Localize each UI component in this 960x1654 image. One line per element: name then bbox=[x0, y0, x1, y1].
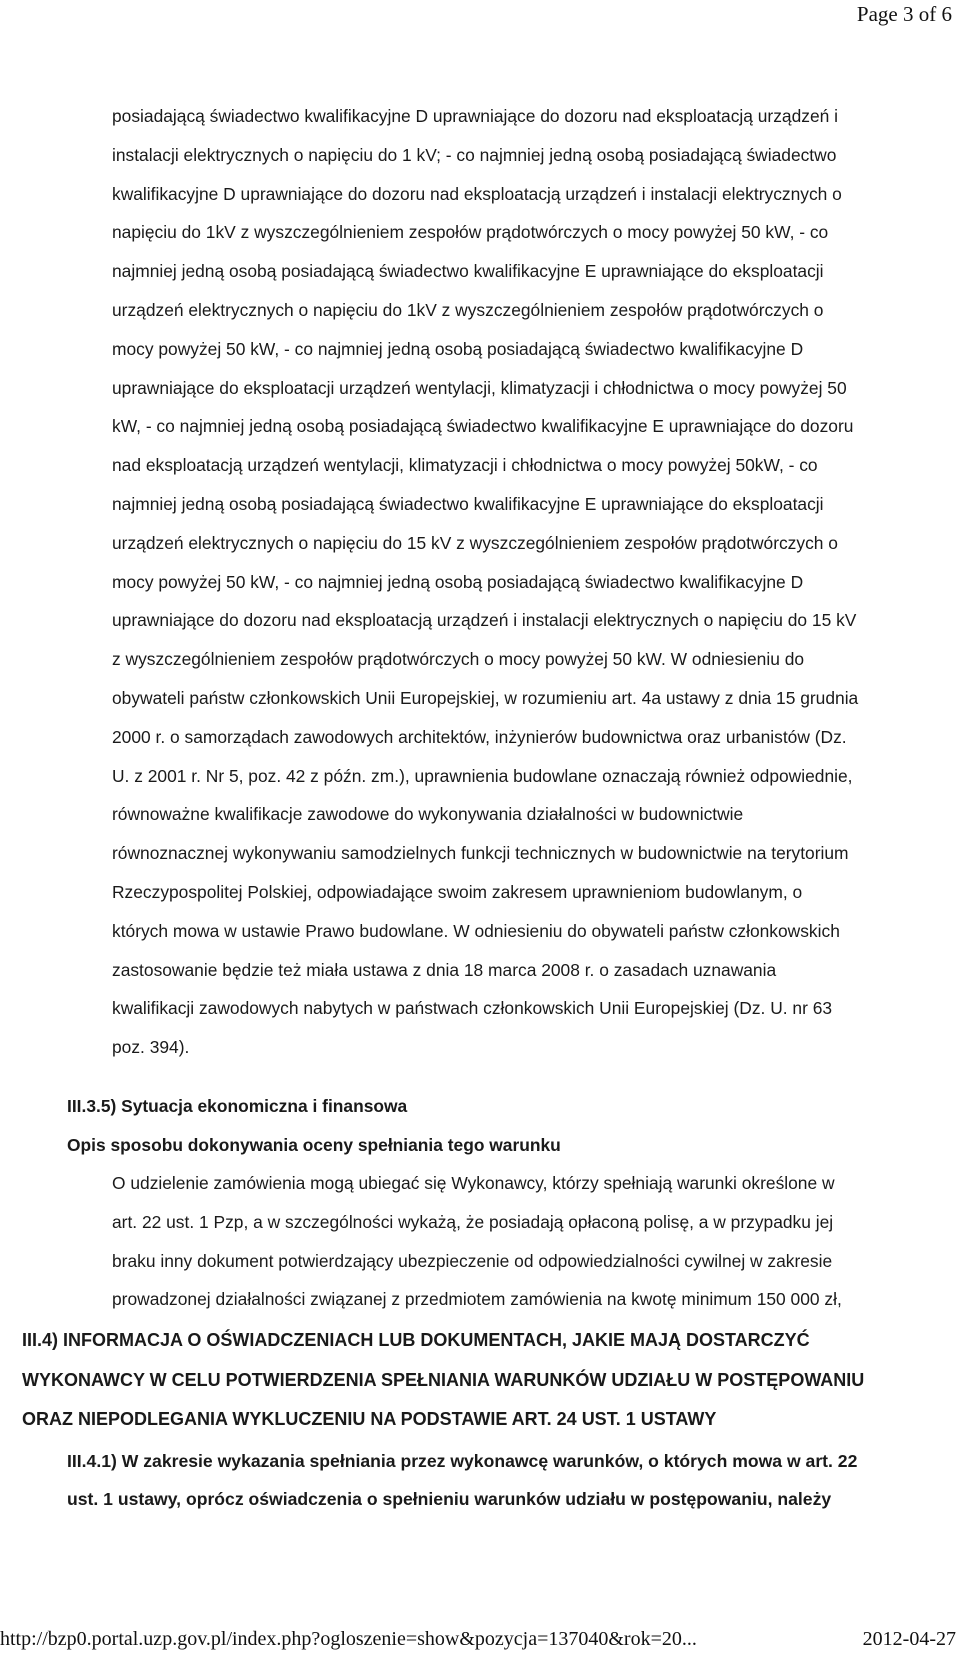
section-heading-3-4 bbox=[22, 1321, 864, 1440]
paragraph-line: 2000 r. o samorządach zawodowych architektów, inżynierów budownictwa oraz urbanistów (Dz. bbox=[112, 726, 847, 747]
paragraph-line: O udzielenie zamówienia mogą ubiegać się Wykonawcy, którzy spełniają warunki określone w bbox=[112, 1173, 835, 1193]
section-subheading: Opis sposobu dokonywania oceny spełniania tego warunku bbox=[67, 1135, 561, 1155]
page-indicator: Page 3 of 6 bbox=[856, 2, 952, 26]
paragraph-line: instalacji elektrycznych o napięciu do 1 kV; - co najmniej jedną osobą posiadającą świadectwo bbox=[112, 144, 837, 165]
paragraph-line: kwalifikacyjne D uprawniające do dozoru nad eksploatacją urządzeń i instalacji elektrycznych o bbox=[112, 183, 842, 204]
page-footer bbox=[0, 1628, 960, 1654]
heading-line: III.4) INFORMACJA O OŚWIADCZENIACH LUB DOKUMENTACH, JAKIE MAJĄ DOSTARCZYĆ bbox=[22, 1330, 810, 1350]
paragraph-line: z wyszczególnieniem zespołów prądotwórczych o mocy powyżej 50 kW. W odniesieniu do bbox=[112, 649, 805, 670]
paragraph-line: art. 22 ust. 1 Pzp, a w szczególności wykażą, że posiadają opłaconą polisę, a w przypadku jej bbox=[112, 1211, 834, 1232]
section-heading-3-4-1 bbox=[67, 1442, 857, 1518]
footer-url: http://bzp0.portal.uzp.gov.pl/index.php?ogloszenie=show&pozycja=137040&rok=20... bbox=[0, 1628, 697, 1650]
paragraph-line: kW, - co najmniej jedną osobą posiadającą świadectwo kwalifikacyjne E uprawniające do dozoru bbox=[112, 416, 854, 437]
paragraph-line: urządzeń elektrycznych o napięciu do 15 kV z wyszczególnieniem zespołów prądotwórczych o bbox=[112, 532, 838, 553]
paragraph-line: napięciu do 1kV z wyszczególnieniem zespołów prądotwórczych o mocy powyżej 50 kW, - co bbox=[112, 222, 829, 243]
section-heading-3-5: III.3.5) Sytuacja ekonomiczna i finansowa bbox=[67, 1096, 408, 1116]
paragraph-line: braku inny dokument potwierdzający ubezpieczenie od odpowiedzialności cywilnej w zakresie bbox=[112, 1250, 833, 1271]
paragraph-line: zastosowanie będzie też miała ustawa z dnia 18 marca 2008 r. o zasadach uznawania bbox=[112, 959, 777, 980]
footer-date: 2012-04-27 bbox=[862, 1628, 956, 1650]
paragraph-line: posiadającą świadectwo kwalifikacyjne D uprawniające do dozoru nad eksploatacją urządzeń i bbox=[112, 106, 838, 126]
paragraph-line: kwalifikacji zawodowych nabytych w państwach członkowskich Unii Europejskiej (Dz. U. nr 63 bbox=[112, 998, 833, 1019]
paragraph-line: uprawniające do dozoru nad eksploatacją urządzeń i instalacji elektrycznych o napięciu do 15 kV bbox=[112, 610, 857, 631]
paragraph-line: najmniej jedną osobą posiadającą świadectwo kwalifikacyjne E uprawniające do eksploatacji bbox=[112, 493, 824, 514]
paragraph-line: mocy powyżej 50 kW, - co najmniej jedną osobą posiadającą świadectwo kwalifikacyjne D bbox=[112, 338, 804, 359]
heading-line: III.4.1) W zakresie wykazania spełniania przez wykonawcę warunków, o których mowa w art. 22 bbox=[67, 1451, 858, 1471]
heading-line: ust. 1 ustawy, oprócz oświadczenia o spełnieniu warunków udziału w postępowaniu, należy bbox=[67, 1489, 832, 1510]
paragraph-line: których mowa w ustawie Prawo budowlane. W odniesieniu do obywateli państw członkowskich bbox=[112, 920, 840, 941]
paragraph-line: urządzeń elektrycznych o napięciu do 1kV z wyszczególnieniem zespołów prądotwórczych o bbox=[112, 299, 824, 320]
paragraph-line: równoznacznej wykonywaniu samodzielnych funkcji technicznych w budownictwie na terytorium bbox=[112, 843, 849, 864]
paragraph-line: uprawniające do eksploatacji urządzeń wentylacji, klimatyzacji i chłodnictwa o mocy powyżej 50 bbox=[112, 377, 847, 398]
section-3-5-paragraph bbox=[112, 1164, 948, 1319]
body-paragraph bbox=[112, 97, 948, 1067]
heading-line: WYKONAWCY W CELU POTWIERDZENIA SPEŁNIANIA WARUNKÓW UDZIAŁU W POSTĘPOWANIU bbox=[22, 1369, 865, 1390]
paragraph-line: Rzeczypospolitej Polskiej, odpowiadające swoim zakresem uprawnieniom budowlanym, o bbox=[112, 881, 803, 902]
paragraph-line: nad eksploatacją urządzeń wentylacji, klimatyzacji i chłodnictwa o mocy powyżej 50kW, - co bbox=[112, 455, 818, 476]
paragraph-line: równoważne kwalifikacje zawodowe do wykonywania działalności w budownictwie bbox=[112, 804, 744, 825]
paragraph-line: obywateli państw członkowskich Unii Europejskiej, w rozumieniu art. 4a ustawy z dnia 15 grudnia bbox=[112, 687, 859, 708]
paragraph-line: prowadzonej działalności związanej z przedmiotem zamówienia na kwotę minimum 150 000 zł, bbox=[112, 1289, 842, 1310]
paragraph-line: poz. 394). bbox=[112, 1037, 190, 1058]
heading-line: ORAZ NIEPODLEGANIA WYKLUCZENIU NA PODSTAWIE ART. 24 UST. 1 USTAWY bbox=[22, 1409, 717, 1429]
paragraph-line: mocy powyżej 50 kW, - co najmniej jedną osobą posiadającą świadectwo kwalifikacyjne D bbox=[112, 571, 804, 592]
paragraph-line: najmniej jedną osobą posiadającą świadectwo kwalifikacyjne E uprawniające do eksploatacji bbox=[112, 261, 824, 282]
paragraph-line: U. z 2001 r. Nr 5, poz. 42 z późn. zm.), uprawnienia budowlane oznaczają również odpowiednie, bbox=[112, 765, 853, 786]
